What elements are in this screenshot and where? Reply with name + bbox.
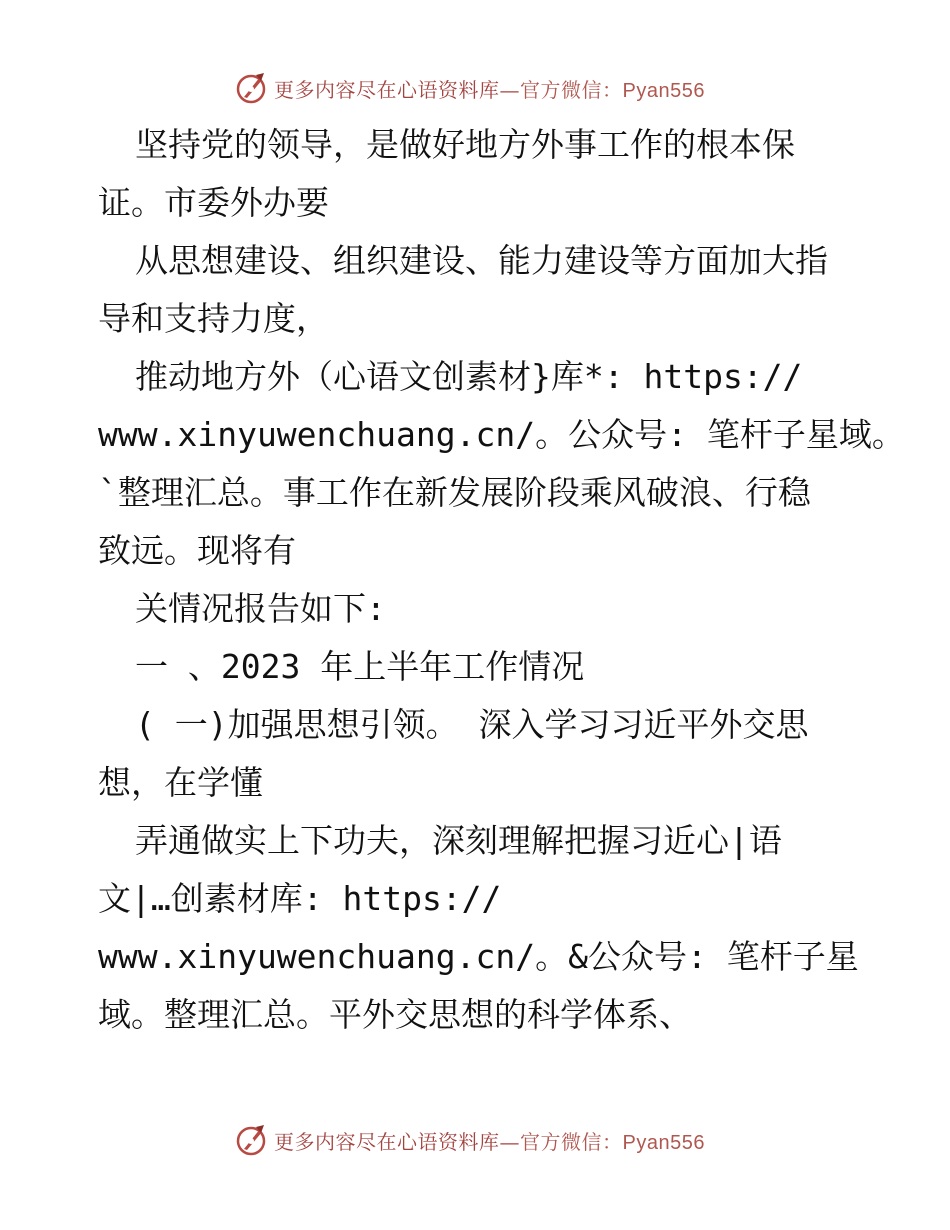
- body-line: www.xinyuwenchuang.cn/。&公众号: 笔杆子星: [98, 937, 859, 976]
- body-line: 推动地方外（心语文创素材}库*: https://: [135, 357, 803, 396]
- header-banner-dash: —: [499, 77, 520, 102]
- body-line: 文|…创素材库: https://: [98, 879, 502, 918]
- quill-pen-logo-icon: [234, 1123, 268, 1157]
- header-banner: [234, 68, 705, 108]
- body-line: 坚持党的领导，是做好地方外事工作的根本保: [135, 125, 795, 164]
- body-line: 致远。现将有: [98, 531, 296, 570]
- body-line: 证。市委外办要: [98, 183, 329, 222]
- body-line: 从思想建设、组织建设、能力建设等方面加大指: [135, 241, 828, 280]
- footer-banner: [234, 1120, 705, 1160]
- body-line: www.xinyuwenchuang.cn/。公众号: 笔杆子星域。: [98, 415, 905, 454]
- body-line: `整理汇总。事工作在新发展阶段乘风破浪、行稳: [98, 473, 811, 512]
- subsection-heading: ( 一)加强思想引领。 深入学习习近平外交思: [135, 705, 809, 744]
- footer-banner-wechat-id: Pyan556: [622, 1131, 705, 1154]
- body-line: 域。整理汇总。平外交思想的科学体系、: [98, 995, 692, 1034]
- footer-banner-wechat-label: 官方微信：: [520, 1129, 623, 1154]
- header-banner-wechat-label: 官方微信：: [520, 77, 623, 102]
- section-heading: 一 、2023 年上半年工作情况: [135, 647, 585, 686]
- document-body: [98, 116, 905, 1044]
- header-banner-text: [274, 74, 705, 103]
- header-banner-wechat-id: Pyan556: [622, 79, 705, 102]
- footer-banner-text: [274, 1126, 705, 1155]
- quill-pen-logo-icon: [234, 71, 268, 105]
- header-banner-title: 更多内容尽在心语资料库: [274, 77, 500, 102]
- body-line: 关情况报告如下:: [135, 589, 386, 628]
- body-line: 导和支持力度，: [98, 299, 329, 338]
- body-line: 想，在学懂: [98, 763, 263, 802]
- body-line: 弄通做实上下功夫，深刻理解把握习近心|语: [135, 821, 782, 860]
- footer-banner-dash: —: [499, 1129, 520, 1154]
- footer-banner-title: 更多内容尽在心语资料库: [274, 1129, 500, 1154]
